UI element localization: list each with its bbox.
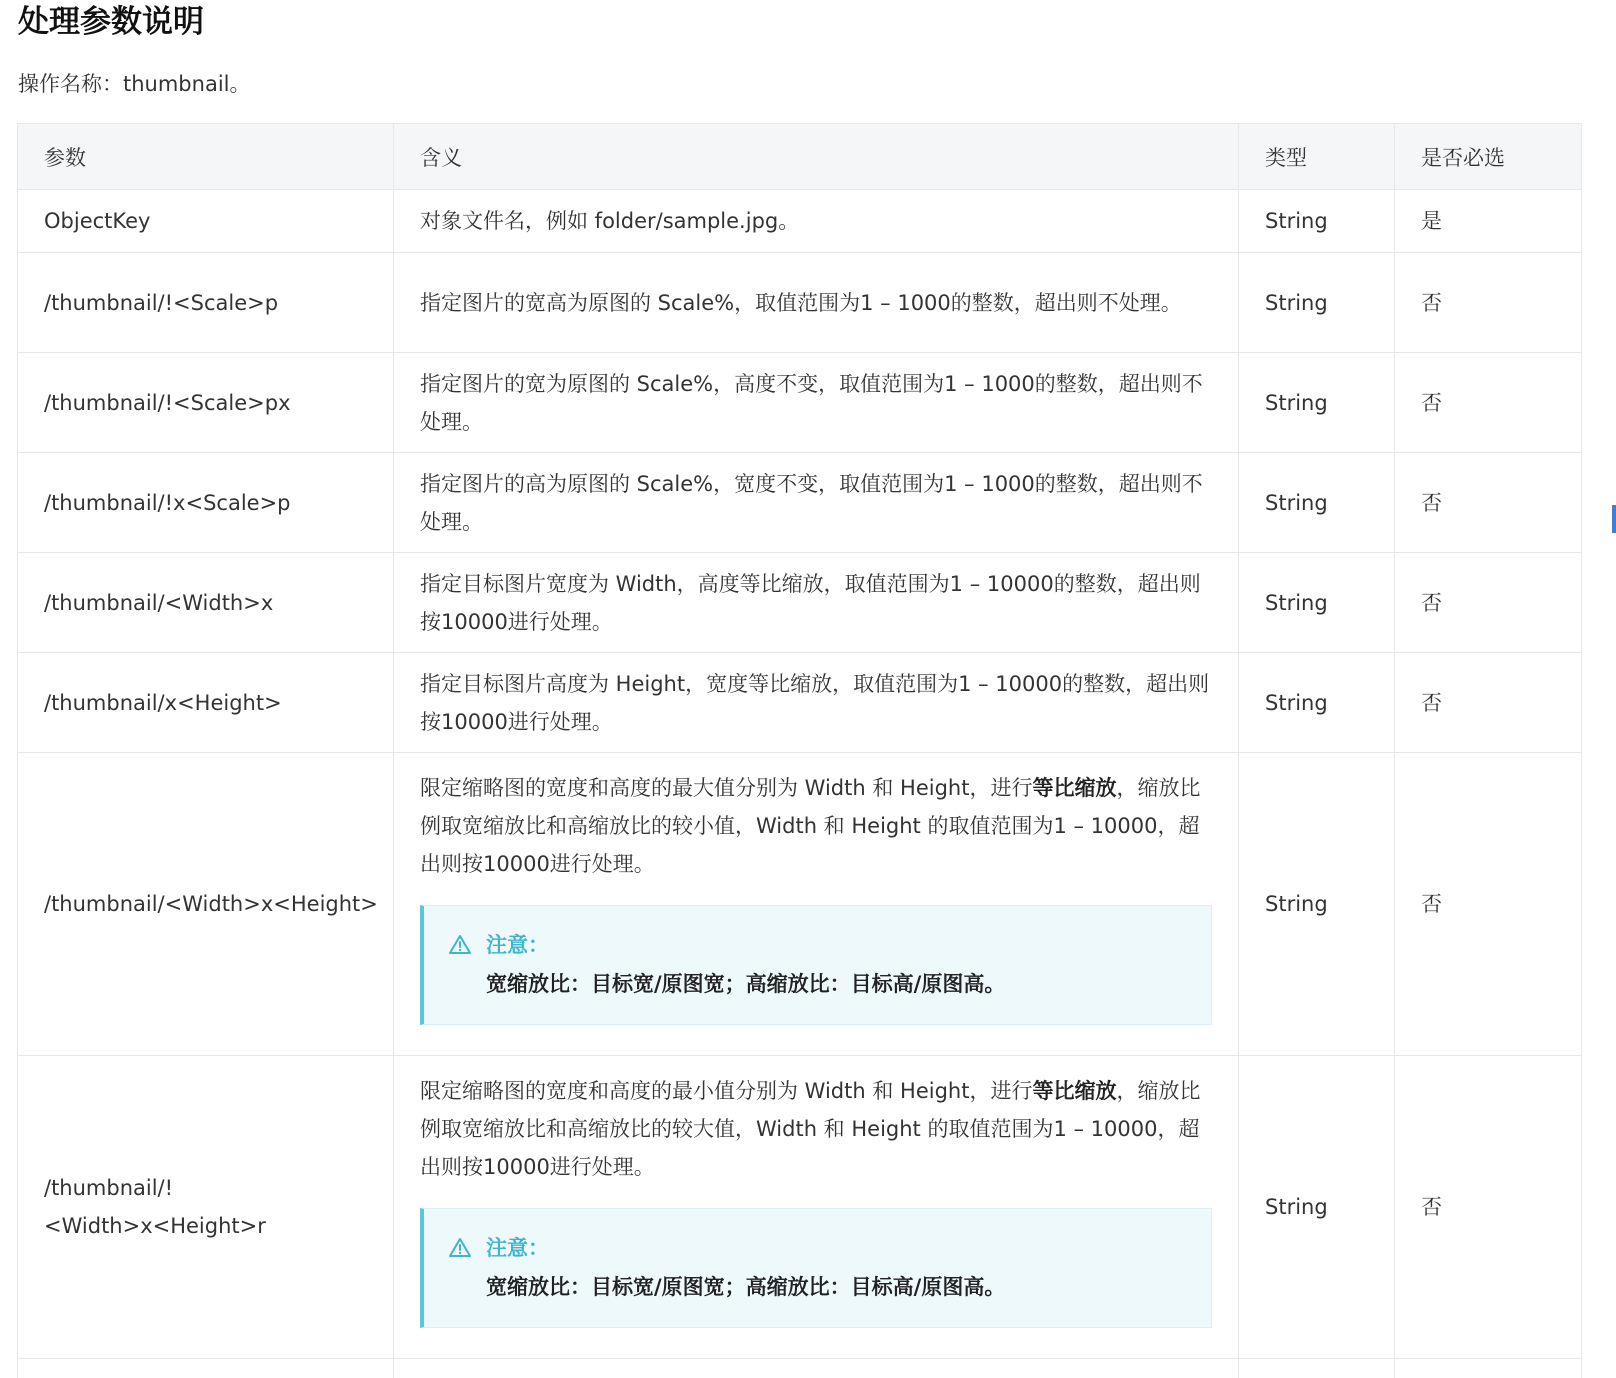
desc-cell: 指定图片的高为原图的 Scale%，宽度不变，取值范围为1 – 1000的整数，超出则不处理。: [394, 453, 1239, 553]
param-cell: /thumbnail/x<Height>: [18, 653, 394, 753]
type-cell: [1239, 1359, 1395, 1378]
param-cell: /thumbnail/<Width>x: [18, 553, 394, 653]
desc-text-bold: 等比缩放: [1032, 1079, 1117, 1103]
required-cell: 否: [1395, 253, 1582, 353]
desc-text-post: ，缩放比例取宽缩放比和高缩放比的较小值，Width 和 Height 的取值范围为1 – 10000，超出则按10000进行处理。: [420, 776, 1201, 876]
required-cell: 否: [1395, 1056, 1582, 1359]
desc-text-pre: 限定缩略图的宽度和高度的最大值分别为 Width 和 Height，进行: [420, 776, 1033, 800]
type-cell: String: [1239, 190, 1395, 253]
param-cell: /thumbnail/!x<Scale>p: [18, 453, 394, 553]
table-row: [18, 253, 1582, 353]
type-cell: String: [1239, 353, 1395, 453]
desc-cell: [394, 1056, 1239, 1359]
note-title-text: 注意：: [486, 933, 549, 957]
header-param: 参数: [18, 124, 394, 190]
desc-text-pre: 限定缩略图的宽度和高度的最小值分别为 Width 和 Height，进行: [420, 1079, 1033, 1103]
warning-triangle-icon: [448, 1236, 472, 1260]
header-required: 是否必选: [1395, 124, 1582, 190]
operation-name: 操作名称：thumbnail。: [18, 72, 251, 96]
table-row: [18, 190, 1582, 253]
type-cell: String: [1239, 1056, 1395, 1359]
scrollbar-thumb[interactable]: [1612, 505, 1616, 533]
header-meaning: 含义: [394, 124, 1239, 190]
table-row: [18, 653, 1582, 753]
desc-text: [420, 1072, 1212, 1186]
param-line-1: /thumbnail/!: [44, 1176, 174, 1200]
param-cell: [18, 1359, 394, 1378]
note-box: [420, 1208, 1212, 1328]
header-type: 类型: [1239, 124, 1395, 190]
type-cell: String: [1239, 553, 1395, 653]
table-row: [18, 1056, 1582, 1359]
desc-cell: 指定目标图片高度为 Height，宽度等比缩放，取值范围为1 – 10000的整数，超出则按10000进行处理。: [394, 653, 1239, 753]
warning-triangle-icon: [448, 933, 472, 957]
required-cell: 否: [1395, 353, 1582, 453]
page-title: 处理参数说明: [18, 4, 204, 40]
required-cell: 否: [1395, 453, 1582, 553]
note-body: 宽缩放比：目标宽/原图宽；高缩放比：目标高/原图高。: [486, 1275, 1006, 1299]
desc-cell: 对象文件名，例如 folder/sample.jpg。: [394, 190, 1239, 253]
type-cell: String: [1239, 253, 1395, 353]
table-row: [18, 353, 1582, 453]
param-line-2: <Width>x<Height>r: [44, 1214, 266, 1238]
type-cell: String: [1239, 753, 1395, 1056]
desc-cell: 指定目标图片宽度为 Width，高度等比缩放，取值范围为1 – 10000的整数，超出则按10000进行处理。: [394, 553, 1239, 653]
required-cell: 是: [1395, 190, 1582, 253]
param-cell: [18, 1056, 394, 1359]
note-title: [448, 1229, 1187, 1267]
required-cell: 否: [1395, 653, 1582, 753]
table-row: [18, 453, 1582, 553]
desc-text-post: ，缩放比例取宽缩放比和高缩放比的较大值，Width 和 Height 的取值范围为1 – 10000，超出则按10000进行处理。: [420, 1079, 1201, 1179]
type-cell: String: [1239, 453, 1395, 553]
desc-cell: 指定图片的宽为原图的 Scale%，高度不变，取值范围为1 – 1000的整数，超出则不处理。: [394, 353, 1239, 453]
note-body: 宽缩放比：目标宽/原图宽；高缩放比：目标高/原图高。: [486, 972, 1006, 996]
table-row: [18, 553, 1582, 653]
param-cell: ObjectKey: [18, 190, 394, 253]
required-cell: 否: [1395, 753, 1582, 1056]
desc-cell: 指定图片的宽高为原图的 Scale%，取值范围为1 – 1000的整数，超出则不处理。: [394, 253, 1239, 353]
table-header-row: [18, 124, 1582, 190]
params-table: [17, 123, 1582, 1378]
desc-text: [420, 769, 1212, 883]
required-cell: 否: [1395, 553, 1582, 653]
desc-cell: [394, 1359, 1239, 1378]
table-row: [18, 1359, 1582, 1378]
param-cell: /thumbnail/<Width>x<Height>: [18, 753, 394, 1056]
param-cell: /thumbnail/!<Scale>p: [18, 253, 394, 353]
desc-text-bold: 等比缩放: [1032, 776, 1117, 800]
desc-cell: [394, 753, 1239, 1056]
note-title: [448, 926, 1187, 964]
note-title-text: 注意：: [486, 1236, 549, 1260]
type-cell: String: [1239, 653, 1395, 753]
note-box: [420, 905, 1212, 1025]
param-cell: /thumbnail/!<Scale>px: [18, 353, 394, 453]
required-cell: [1395, 1359, 1582, 1378]
table-row: [18, 753, 1582, 1056]
